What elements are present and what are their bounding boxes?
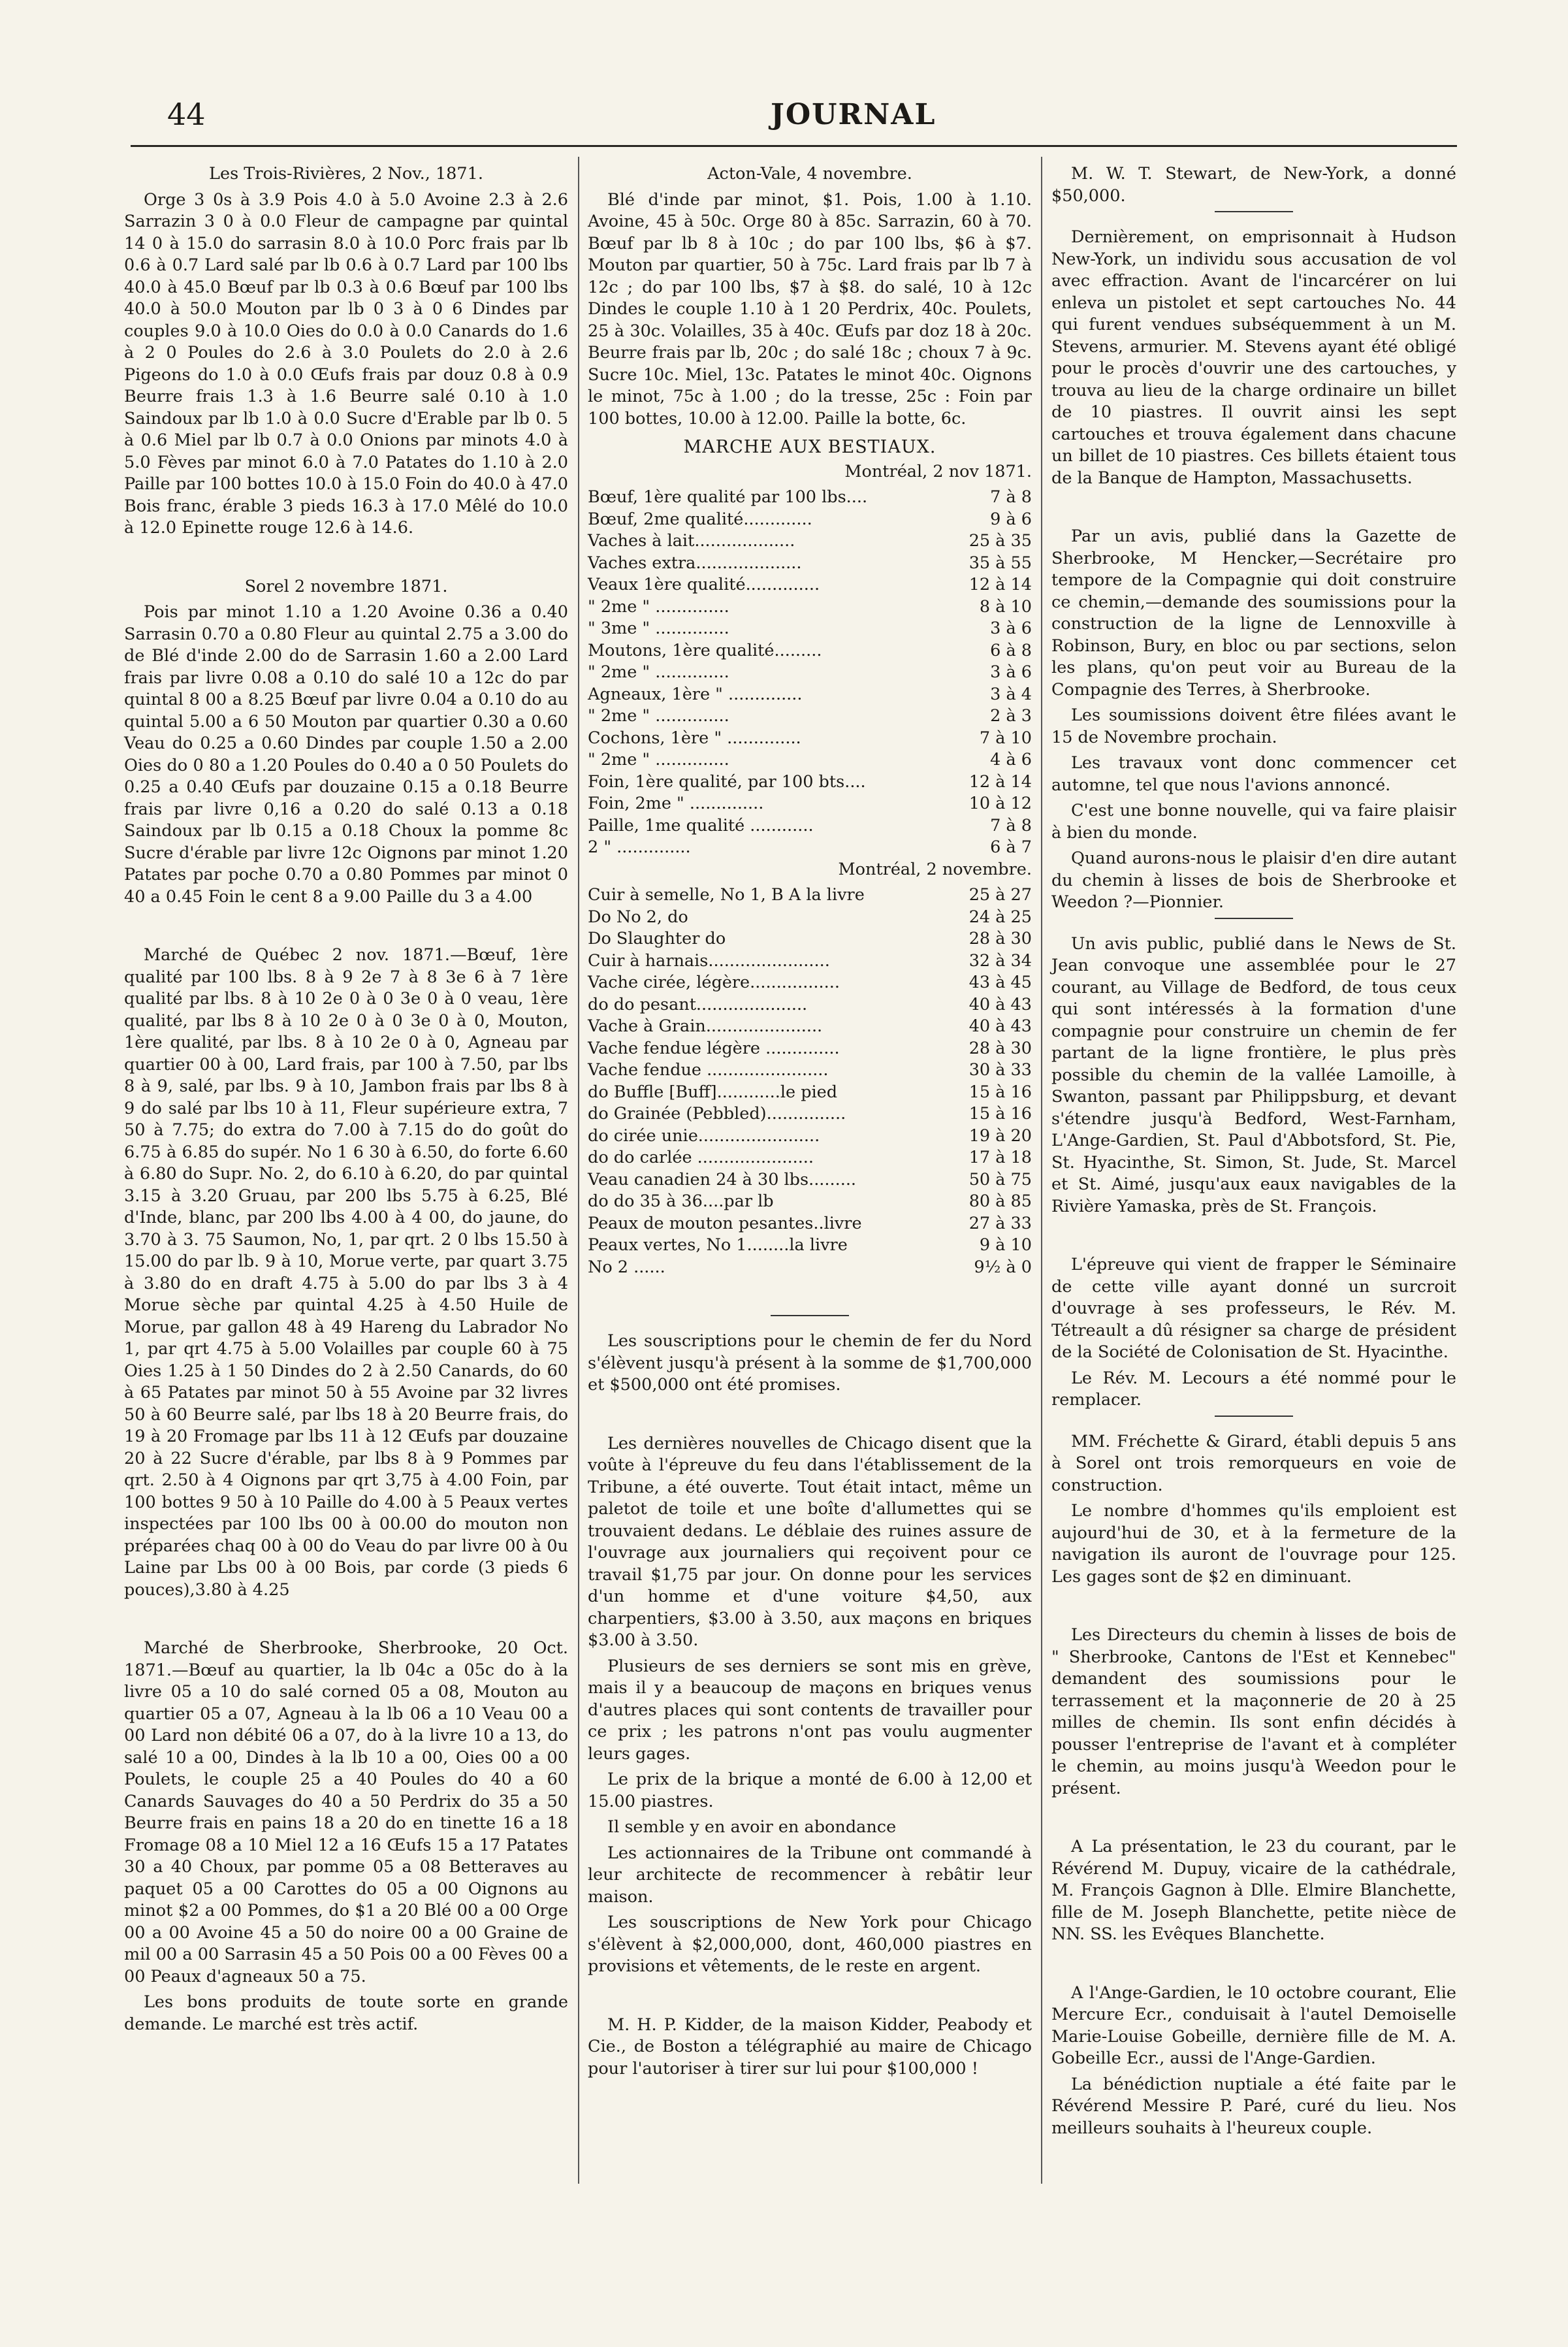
row-value: 15 à 16 (968, 1082, 1032, 1102)
table-row (588, 530, 1032, 553)
row-value: 6 à 7 (990, 837, 1032, 857)
sorel-title: Sorel 2 novembre 1871. (244, 576, 448, 596)
table-row (588, 793, 1032, 815)
row-label: " 2me " .............. (588, 662, 729, 682)
row-label: do Grainée (Pebbled)............... (588, 1104, 846, 1124)
kidder-paragraph: M. H. P. Kidder, de la maison Kidder, Peabody et Cie., de Boston a télégraphié au maire de Chicago pour l'autoriser à tirer sur lui pour $100,000 ! (588, 2015, 1032, 2079)
table-row (588, 618, 1032, 640)
seminaire-paragraph: L'épreuve qui vient de frapper le Séminaire de cette ville ayant donné un surcroit d'ouvrage à ses professeurs, le Rév. M. Tétreault a dû résigner sa charge de président de la Société de Colonisation de St. Hyacinthe. (1051, 1255, 1456, 1362)
row-value: 50 à 75 (968, 1169, 1032, 1190)
row-value: 80 à 85 (968, 1191, 1032, 1211)
table-row (588, 1082, 1032, 1104)
row-label: Paille, 1me qualité ............ (588, 815, 814, 835)
row-value: 24 à 25 (968, 907, 1032, 927)
row-label: Bœuf, 1ère qualité par 100 lbs.... (588, 487, 868, 507)
row-value: 28 à 30 (968, 929, 1032, 948)
nouvelle-paragraph: C'est une bonne nouvelle, qui va faire plaisir à bien du monde. (1051, 801, 1456, 843)
trois-rivieres-prices: Orge 3 0s à 3.9 Pois 4.0 à 5.0 Avoine 2.3 à 2.6 Sarrazin 3 0 à 0.0 Fleur de campagne par quintal 14 0 à 15.0 do sarrasin 8.0 à 10.0 Porc frais par lb 0.6 à 0.7 Lard salé par lb 0.6 à 0.7 Lard par 100 lbs 40.0 à 45.0 Bœuf par lb 0.3 à 0.6 Bœuf par 100 lbs 40.0 à 50.0 Mouton par lb 0 3 à 0 6 Dindes par couples 9.0 à 10.0 Oies do 0.0 à 0.0 Canards do 1.6 à 2 0 Poules do 2.6 à 3.0 Poulets do 2.0 à 2.6 Pigeons do 1.0 à 0.0 Œufs frais par douz 0.8 à 0.9 Beurre frais 1.3 à 1.6 Beurre salé 0.10 à 1.0 Saindoux par lb 1.0 à 0.0 Sucre d'Erable par lb 0. 5 à 0.6 Miel par lb 0.7 à 0.0 Onions par minots 4.0 à 5.0 Fèves par minot 6.0 à 7.0 Patates do 1.10 à 2.0 Paille par 100 bottes 10.0 à 15.0 Foin do 40.0 à 47.0 Bois franc, érable 3 pieds 16.3 à 17.0 Mêlé do 10.0 à 12.0 Epinette rouge 12.6 à 14.6. (124, 189, 568, 538)
soumissions-paragraph: Les soumissions doivent être filées avant le 15 de Novembre prochain. (1051, 705, 1456, 747)
lecours-paragraph: Le Rév. M. Lecours a été nommé pour le remplacer. (1051, 1368, 1456, 1410)
row-value: 40 à 43 (968, 994, 1032, 1014)
directeurs-paragraph: Les Directeurs du chemin à lisses de bois de " Sherbrooke, Cantons de l'Est et Kennebec" demandent des soumissions pour le terrassement et la maçonnerie de 20 à 25 milles de chemin. Ils sont enfin décidés à pousser l'entreprise de l'avant et à compléter le chemin, au moins jusqu'à Weedon pour le présent. (1051, 1625, 1456, 1798)
row-label: do Buffle [Buff]............le pied (588, 1082, 838, 1102)
row-value: 19 à 20 (968, 1125, 1032, 1146)
table-row (588, 684, 1032, 706)
row-value: 3 à 6 (990, 619, 1032, 638)
row-label: " 2me " .............. (588, 596, 729, 617)
acton-vale-prices: Blé d'inde par minot, $1. Pois, 1.00 à 1.10. Avoine, 45 à 50c. Orge 80 à 85c. Sarrazin, 60 à 70. Bœuf par lb 8 à 10c ; do par 100 lbs, $6 à $7. Mouton par quartier, 50 à 75c. Lard frais par lb 7 à 12c ; do par 100 lbs, $7 à $8. do salé, 10 à 12c Dindes le couple 1.10 à 1 20 Perdrix, 40c. Poulets, 25 à 30c. Volailles, 35 à 40c. Œufs par doz 18 à 20c. Beurre frais par lb, 20c ; do salé 18c ; choux 7 à 9c. Sucre 10c. Miel, 13c. Patates le minot 40c. Oignons le minot, 75c à 1.00 ; do la tresse, 25c : Foin par 100 bottes, 10.00 à 12.00. Paille la botte, 6c. (588, 189, 1032, 429)
row-label: Bœuf, 2me qualité............. (588, 509, 812, 529)
table-row (588, 1235, 1032, 1257)
hudson-paragraph: Dernièrement, on emprisonnait à Hudson New-York, un individu sous accusation de vol avec effraction. Avant de l'incarcérer on lui enleva un pistolet et sept cartouches No. 44 qui furent vendues subséquemment à un M. Stevens, armurier. M. Stevens ayant été obligé pour le procès d'ouvrir une des cartouches, y trouva au lieu de la charge ordinaire un billet de 10 piastres. Il ouvrit ainsi les sept cartouches et trouva également dans chacune un billet de 10 piastres. Ces billets étaient tous de la Banque de Hampton, Massachusetts. (1051, 227, 1456, 488)
row-value: 6 à 8 (990, 640, 1032, 660)
row-value: 43 à 45 (968, 973, 1032, 992)
row-value: 17 à 18 (968, 1148, 1032, 1167)
table-row (588, 728, 1032, 750)
chemin-nord-paragraph: Les souscriptions pour le chemin de fer du Nord s'élèvent jusqu'à présent à la somme de $1,700,000 et $500,000 ont été promises. (588, 1331, 1032, 1395)
row-value: 3 à 6 (990, 662, 1032, 682)
row-label: do do 35 à 36....par lb (588, 1191, 774, 1211)
row-label: " 3me " .............. (588, 619, 729, 638)
row-value: 30 à 33 (968, 1060, 1032, 1080)
table-row (588, 509, 1032, 531)
column-2 (588, 163, 1032, 2084)
table-row (588, 1060, 1032, 1082)
row-label: Vaches à lait................... (588, 531, 795, 551)
table-row (588, 749, 1032, 771)
row-label: Cochons, 1ère " .............. (588, 728, 801, 748)
sorel-prices: Pois par minot 1.10 a 1.20 Avoine 0.36 a 0.40 Sarrasin 0.70 a 0.80 Fleur au quintal 2.75 a 3.00 do de Blé d'inde 2.00 do de Sarrasin 1.60 a 2.00 Lard frais par livre 0.08 a 0.10 do salé 10 a 12c do par quintal 8 00 a 8.25 Bœuf par livre 0.04 a 0.10 do au quintal 5.00 a 6 50 Mouton par quartier 0.30 a 0.60 Veau do 0.25 a 0.60 Dindes par couple 1.50 a 2.00 Oies do 0 80 a 1.20 Poules do 0.40 a 0 50 Poulets do 0.25 a 0.40 Œufs par douzaine 0.15 a 0.18 Beurre frais par livre 0,16 a 0.20 do salé 0.13 a 0.18 Saindoux par lb 0.15 a 0.18 Choux la pomme 8c Sucre d'érable par livre 12c Oignons par minot 1.20 Patates par poche 0.70 a 0.80 Pommes par minot 0 40 a 0.45 Foin le cent 8 a 9.00 Paille du 3 a 4.00 (124, 602, 568, 907)
chicago-paragraph-6: Les souscriptions de New York pour Chicago s'élèvent à $2,000,000, dont, 460,000 piastres en provisions et vêtements, de le reste en argent. (588, 1913, 1032, 1976)
quebec-market: Marché de Québec 2 nov. 1871.—Bœuf, 1ère qualité par 100 lbs. 8 à 9 2e 7 à 8 3e 6 à 7 1ère qualité par lbs. 8 à 10 2e 0 à 0 3e 0 à 0 veau, 1ère qualité, par lbs 8 à 10 2e 0 à 0 3e 0 à 0, Mouton, 1ère qualité, par lbs. 8 à 10 2e 0 à 0, Agneau par quartier 00 à 00, Lard frais, par 100 à 7.50, par lbs 8 à 9, salé, par lbs. 9 à 10, Jambon frais par lbs 8 à 9 do salé par lbs 10 à 11, Fleur supérieure extra, 7 50 à 7.75; do extra do 7.00 à 7.15 do do goût do 6.75 à 6.85 do supér. No 1 6 30 à 6.50, do forte 6.60 à 6.80 do Supr. No. 2, do 6.10 à 6.20, do par quintal 3.15 à 3.20 Gruau, par 200 lbs 5.75 à 6.25, Blé d'Inde, blanc, par 200 lbs 4.00 à 4 00, do jaune, do 3.70 à 3. 75 Saumon, No, 1, par qrt. 2 0 lbs 15.50 à 15.00 do par lb. 9 à 10, Morue verte, par quart 3.75 à 3.80 do en draft 4.75 à 5.00 do par lbs 3 à 4 Morue sèche par quintal 4.25 à 4.50 Huile de Morue, par gallon 48 à 49 Hareng du Labrador No 1, par qrt 4.75 à 5.00 Volailles par couple 60 à 75 Oies 1.25 à 1 50 Dindes do 2 à 2.50 Canards, do 60 à 65 Patates par minot 50 à 55 Avoine par 32 livres 50 à 60 Beurre salé, par lbs 18 à 20 Beurre frais, do 19 à 20 Fromage par lbs 11 à 12 Œufs par douzaine 20 à 22 Sucre d'érable, par lbs 8 à 9 Pommes par qrt. 2.50 à 4 Oignons par qrt 3,75 à 4.00 Foin, par 100 bottes 9 50 à 10 Paille do 4.00 à 5 Peaux vertes inspectées par 100 lbs 00 à 00.00 do mouton non préparées chaq 00 à 00 do Veau do par livre 00 à 0u Laine par Lbs 00 à 00 Bois, par corde (3 pieds 6 pouces),3.80 à 4.25 (124, 945, 568, 1600)
bedford-paragraph: Un avis public, publié dans le News de St. Jean convoque une assemblée pour le 27 courant, au Village de Bedford, de tous ceux qui sont intéressés à la formation d'une compagnie pour construire un chemin de fer partant de la ligne frontière, le plus près possible du chemin de la vallée Lamoille, à Swanton, passant par Philippsburg, et devant s'étendre jusqu'à Bedford, West-Farnham, L'Ange-Gardien, St. Paul d'Abbotsford, St. Pie, St. Hyacinthe, St. Simon, St. Jude, St. Marcel et St. Aimé, jusqu'aux eaux navigables de la Rivière Yamaska, près de St. François. (1051, 933, 1456, 1216)
table-row (588, 705, 1032, 728)
table-row (588, 884, 1032, 907)
stewart-paragraph: M. W. T. Stewart, de New-York, a donné $50,000. (1051, 164, 1456, 206)
row-label: do cirée unie....................... (588, 1125, 820, 1146)
separator (1215, 211, 1293, 212)
table-row (588, 640, 1032, 662)
table-row (588, 1103, 1032, 1125)
row-label: Vache cirée, légère................. (588, 973, 840, 992)
presentation-paragraph: A La présentation, le 23 du courant, par le Révérend M. Dupuy, vicaire de la cathédrale, M. François Gagnon à Dlle. Elmire Blanchette, fille de M. Joseph Blanchette, petite nièce de NN. SS. les Evêques Blanchette. (1051, 1837, 1456, 1944)
chicago-paragraph-4: Il semble y en avoir en abondance (607, 1817, 897, 1837)
table-row (588, 950, 1032, 973)
cuirs-table (588, 884, 1032, 1278)
row-label: Vache fendue légère .............. (588, 1038, 840, 1058)
column-rule-2 (1041, 157, 1042, 2184)
table-row (588, 972, 1032, 994)
table-row (588, 596, 1032, 619)
row-value: 28 à 30 (968, 1038, 1032, 1058)
chicago-paragraph-3: Le prix de la brique a monté de 6.00 à 12,00 et 15.00 piastres. (588, 1770, 1032, 1811)
table-row (588, 574, 1032, 596)
row-value: 12 à 14 (968, 575, 1032, 594)
row-value: 12 à 14 (968, 771, 1032, 792)
travaux-paragraph: Les travaux vont donc commencer cet automne, tel que nous l'avions annoncé. (1051, 753, 1456, 795)
row-label: " 2me " .............. (588, 750, 729, 769)
table-row (588, 1169, 1032, 1191)
benediction-paragraph: La bénédiction nuptiale a été faite par le Révérend Messire P. Paré, curé du lieu. Nos meilleurs souhaits à l'heureux couple. (1051, 2074, 1456, 2138)
acton-vale-title: Acton-Vale, 4 novembre. (707, 164, 912, 184)
table-row (588, 1125, 1032, 1148)
row-label: Do Slaughter do (588, 929, 726, 948)
column-rule-1 (578, 157, 579, 2184)
row-label: Foin, 2me " .............. (588, 794, 764, 813)
separator (1215, 918, 1293, 919)
bestiaux-date: Montréal, 2 nov 1871. (844, 461, 1032, 481)
market-note: Les bons produits de toute sorte en grande demande. Le marché est très actif. (124, 1992, 568, 2034)
table-row (588, 1147, 1032, 1169)
row-label: " 2me " .............. (588, 706, 729, 726)
bestiaux-heading: MARCHE AUX BESTIAUX. (683, 437, 936, 457)
row-value: 9 à 6 (990, 509, 1032, 529)
hommes-paragraph: Le nombre d'hommes qu'ils emploient est aujourd'hui de 30, et à la fermeture de la navigation ils auront de l'ouvrage pour 125. Les gages sont de $2 en diminuant. (1051, 1501, 1456, 1587)
row-value: 32 à 34 (968, 950, 1032, 971)
chicago-paragraph-5: Les actionnaires de la Tribune ont commandé à leur architecte de recommencer à rebâtir leur maison. (588, 1843, 1032, 1907)
chicago-paragraph-2: Plusieurs de ses derniers se sont mis en grève, mais il y a beaucoup de maçons en briques venus d'autres places qui sont contents de travailler pour ce prix ; les patrons n'ont pas voulu augmenter leurs gages. (588, 1656, 1032, 1764)
table-row (588, 1038, 1032, 1060)
row-value: 7 à 10 (979, 728, 1032, 748)
sherbrooke-market: Marché de Sherbrooke, Sherbrooke, 20 Oct. 1871.—Bœuf au quartier, la lb 04c a 05c do à la livre 05 a 10 do salé corned 05 a 08, Mouton au quartier 05 a 07, Agneau à la lb 06 a 10 Veau 00 a 00 Lard non débité 06 a 07, do à la livre 10 a 13, do salé 10 a 00, Dindes à la lb 10 a 00, Oies 00 a 00 Poulets, le couple 25 a 40 Poules do 40 a 60 Canards Sauvages do 40 a 50 Perdrix do 35 a 50 Beurre frais en pains 18 a 20 do en tinette 16 a 18 Fromage 08 a 10 Miel 12 a 16 Œufs 15 a 17 Patates 30 a 40 Choux, par pomme 05 a 08 Betteraves au paquet 05 a 00 Carottes do 05 a 00 Oignons au minot $2 a 00 Pommes, do $1 a 20 Blé 00 a 00 Orge 00 a 00 Avoine 45 a 50 do noire 00 a 00 Graine de mil 00 a 00 Sarrasin 45 a 50 Pois 00 a 00 Fèves 00 a 00 Peaux d'agneaux 50 a 75. (124, 1638, 568, 1986)
sherbrooke-avis-paragraph: Par un avis, publié dans la Gazette de Sherbrooke, M Hencker,—Secrétaire pro tempore de la Compagnie qui doit construire ce chemin,—demande des soumissions pour la construction de la ligne de Lennoxville à Robinson, Bury, en bloc ou par sections, selon les plans, qu'on peut voir au Bureau de la Compagnie des Terres, à Sherbrooke. (1051, 526, 1456, 700)
row-label: Vaches extra.................... (588, 553, 802, 573)
row-label: No 2 ...... (588, 1257, 665, 1277)
row-value: 10 à 12 (968, 794, 1032, 813)
page-number: 44 (167, 97, 206, 132)
row-value: 27 à 33 (968, 1213, 1032, 1233)
row-label: do do pesant..................... (588, 994, 808, 1014)
row-label: Vache à Grain...................... (588, 1016, 823, 1036)
row-label: Agneaux, 1ère " .............. (588, 684, 803, 704)
row-label: Cuir à semelle, No 1, B A la livre (588, 885, 865, 905)
row-label: Veau canadien 24 à 30 lbs......... (588, 1169, 857, 1190)
bestiaux-table (588, 487, 1032, 859)
table-row (588, 487, 1032, 509)
table-row (588, 994, 1032, 1016)
separator (1215, 1416, 1293, 1417)
row-label: Vache fendue ....................... (588, 1060, 829, 1080)
column-1 (124, 163, 568, 2039)
trois-rivieres-title: Les Trois-Rivières, 2 Nov., 1871. (209, 164, 483, 184)
row-label: Peaux de mouton pesantes..livre (588, 1213, 862, 1233)
table-row (588, 1213, 1032, 1235)
row-label: Veaux 1ère qualité.............. (588, 575, 820, 594)
row-value: 7 à 8 (990, 487, 1032, 507)
row-value: 35 à 55 (968, 553, 1032, 573)
weedon-paragraph: Quand aurons-nous le plaisir d'en dire autant du chemin à lisses de bois de Sherbrooke et Weedon ?—Pionnier. (1051, 849, 1456, 912)
journal-title: JOURNAL (771, 98, 936, 131)
table-row (588, 1257, 1032, 1279)
row-value: 9½ à 0 (974, 1257, 1032, 1277)
frechette-paragraph: MM. Fréchette & Girard, établi depuis 5 ans à Sorel ont trois remorqueurs en voie de construction. (1051, 1431, 1456, 1495)
table-row (588, 1016, 1032, 1038)
row-label: Foin, 1ère qualité, par 100 bts.... (588, 771, 866, 792)
row-label: do do carlée ...................... (588, 1148, 814, 1167)
column-3 (1051, 163, 1456, 2143)
row-value: 4 à 6 (990, 750, 1032, 769)
row-label: Do No 2, do (588, 907, 688, 927)
table-row (588, 928, 1032, 950)
table-row (588, 1191, 1032, 1213)
row-label: Moutons, 1ère qualité......... (588, 640, 822, 660)
cuirs-date: Montréal, 2 novembre. (838, 859, 1032, 879)
row-value: 8 à 10 (979, 596, 1032, 617)
table-row (588, 907, 1032, 929)
chicago-paragraph-1: Les dernières nouvelles de Chicago disent que la voûte à l'épreuve du feu dans l'établissement de la Tribune, a été ouverte. Tout était intact, même un paletot de toile et une boîte d'allumettes qui se trouvaient dedans. Le déblaie des ruines assure de l'ouvrage aux journaliers qui reçoivent pour ce travail $1,75 par jour. On donne pour les services d'un homme et d'une voiture $4,50, aux charpentiers, $3.00 à 3.50, aux maçons en briques $3.00 à 3.50. (588, 1433, 1032, 1650)
row-value: 2 à 3 (990, 706, 1032, 726)
table-row (588, 771, 1032, 794)
row-label: 2 " .............. (588, 837, 691, 857)
row-value: 40 à 43 (968, 1016, 1032, 1036)
row-value: 25 à 27 (968, 885, 1032, 905)
row-label: Peaux vertes, No 1........la livre (588, 1235, 848, 1255)
row-value: 7 à 8 (990, 815, 1032, 835)
row-value: 3 à 4 (990, 684, 1032, 704)
table-row (588, 815, 1032, 837)
row-label: Cuir à harnais....................... (588, 950, 830, 971)
separator (771, 1315, 849, 1316)
table-row (588, 837, 1032, 859)
header-rule (131, 145, 1457, 147)
ange-gardien-paragraph: A l'Ange-Gardien, le 10 octobre courant, Elie Mercure Ecr., conduisait à l'autel Demoiselle Marie-Louise Gobeille, dernière fille de M. A. Gobeille Ecr., aussi de l'Ange-Gardien. (1051, 1983, 1456, 2068)
row-value: 9 à 10 (979, 1235, 1032, 1255)
row-value: 15 à 16 (968, 1104, 1032, 1124)
row-value: 25 à 35 (968, 531, 1032, 551)
table-row (588, 553, 1032, 575)
table-row (588, 662, 1032, 684)
